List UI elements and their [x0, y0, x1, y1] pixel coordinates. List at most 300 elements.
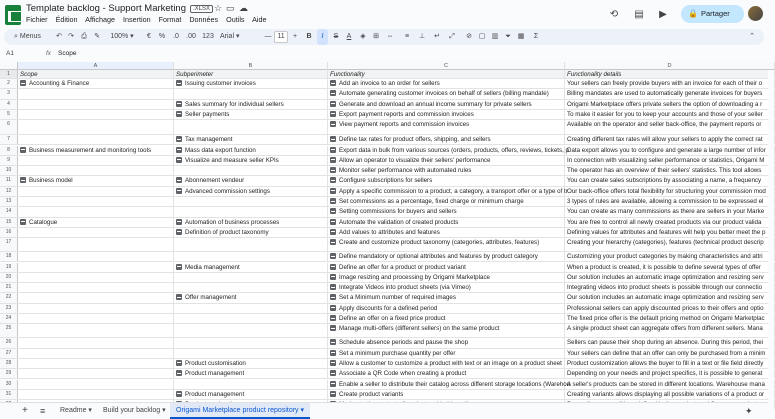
cell-functionality-details[interactable]	[565, 263, 775, 272]
cell-scope[interactable]	[18, 304, 174, 313]
cell-scope[interactable]	[18, 338, 174, 347]
row-number[interactable]: 26	[0, 338, 18, 347]
group-collapse-icon[interactable]	[176, 101, 182, 107]
cell-functionality[interactable]	[328, 187, 568, 196]
cell-subperimeter[interactable]	[174, 359, 328, 368]
cell-functionality[interactable]	[328, 110, 565, 119]
row-number[interactable]: 22	[0, 293, 18, 302]
cell-subperimeter[interactable]	[174, 228, 328, 237]
group-collapse-icon[interactable]	[20, 177, 26, 183]
borders-icon[interactable]: ⊞	[373, 33, 379, 40]
cell-details-text: Integrating videos into product sheets is possible through our connectio	[567, 284, 763, 292]
cell-functionality-details[interactable]	[565, 252, 775, 261]
cell-scope[interactable]	[18, 324, 174, 337]
cell-functionality-details[interactable]	[565, 369, 775, 378]
cell-functionality-text: Integrate Videos into product sheets (via Vimeo)	[339, 284, 471, 292]
cell-functionality-details[interactable]	[565, 156, 775, 165]
cell-functionality[interactable]	[328, 146, 569, 155]
cell-functionality[interactable]	[328, 263, 565, 272]
cell-functionality-details[interactable]	[565, 283, 775, 292]
cell-subperimeter[interactable]	[174, 324, 328, 337]
redo-icon[interactable]: ↷	[68, 33, 74, 40]
cell-scope[interactable]	[18, 369, 174, 378]
row-number[interactable]: 20	[0, 273, 18, 282]
cell-scope[interactable]	[18, 135, 174, 144]
menu-donnees[interactable]: Données	[189, 15, 219, 24]
cell-functionality-text: Create product variants	[339, 390, 404, 398]
cell-functionality[interactable]	[328, 380, 571, 389]
menu-fichier[interactable]: Fichier	[26, 15, 48, 24]
row-number[interactable]: 9	[0, 156, 18, 165]
column-header-b[interactable]: B	[174, 62, 328, 70]
cell-subperimeter[interactable]	[174, 349, 328, 358]
cell-functionality-details[interactable]	[565, 218, 775, 227]
group-collapse-icon[interactable]	[330, 188, 336, 194]
group-collapse-icon[interactable]	[330, 391, 336, 397]
cell-functionality[interactable]	[328, 324, 565, 337]
add-sheet-button[interactable]: +	[22, 405, 28, 416]
cell-functionality[interactable]	[328, 283, 565, 292]
cell-subperimeter[interactable]	[174, 120, 328, 134]
group-collapse-icon[interactable]	[330, 381, 336, 387]
cell-scope[interactable]	[18, 100, 174, 109]
cell-functionality[interactable]	[328, 197, 565, 206]
cell-scope[interactable]	[18, 156, 174, 165]
cell-details-text: In connection with visualizing seller performance or statistics, Origami M	[567, 156, 765, 164]
fill-color-icon[interactable]: ◈	[360, 33, 366, 40]
cell-subperimeter[interactable]	[174, 293, 328, 302]
table-row	[0, 390, 768, 400]
cell-functionality[interactable]	[328, 166, 565, 175]
row-number[interactable]: 24	[0, 314, 18, 323]
cell-functionality-details[interactable]	[565, 349, 775, 358]
row-number[interactable]: 27	[0, 349, 18, 358]
menu-edition[interactable]: Édition	[55, 15, 78, 24]
cell-subperimeter[interactable]	[174, 146, 328, 155]
row-number[interactable]: 31	[0, 390, 18, 399]
cell-functionality[interactable]	[328, 314, 565, 323]
row-number[interactable]: 1	[0, 70, 18, 78]
group-collapse-icon[interactable]	[330, 284, 336, 290]
cell-functionality[interactable]	[328, 70, 565, 78]
cell-functionality-text: Add values to attributes and features	[339, 228, 440, 236]
table-row	[0, 263, 768, 273]
row-number[interactable]: 16	[0, 228, 18, 237]
cell-functionality-details[interactable]	[565, 146, 775, 155]
cell-scope[interactable]	[18, 176, 174, 185]
group-collapse-icon[interactable]	[330, 208, 336, 214]
all-sheets-button[interactable]: ≡	[40, 406, 46, 416]
percent-button[interactable]: %	[158, 33, 166, 40]
cell-subperimeter[interactable]	[174, 390, 328, 399]
cell-scope[interactable]	[18, 89, 174, 98]
menu-affichage[interactable]: Affichage	[85, 15, 116, 24]
cell-scope[interactable]	[18, 252, 174, 261]
cell-scope[interactable]	[18, 283, 174, 292]
group-collapse-icon[interactable]	[330, 274, 336, 280]
menu-outils[interactable]: Outils	[226, 15, 245, 24]
cell-details-text: Professional sellers can apply discounted prices to their offers and optio	[567, 304, 764, 312]
cell-scope[interactable]	[18, 349, 174, 358]
cell-scope[interactable]	[18, 359, 174, 368]
font-select[interactable]: Arial ▾	[220, 33, 240, 40]
cell-functionality-details[interactable]	[565, 89, 775, 98]
cell-scope[interactable]	[18, 390, 174, 399]
group-collapse-icon[interactable]	[330, 370, 336, 376]
row-number[interactable]: 3	[0, 89, 18, 98]
cell-functionality-text: Export payment reports and commission invoices	[339, 110, 474, 118]
group-collapse-icon[interactable]	[330, 90, 336, 96]
cell-scope[interactable]	[18, 79, 174, 88]
paint-format-icon[interactable]: ✎	[94, 33, 100, 40]
row-number[interactable]: 23	[0, 304, 18, 313]
vertical-align-icon[interactable]: ⊥	[418, 33, 426, 40]
cell-subperimeter[interactable]	[174, 369, 328, 378]
cell-functionality-details[interactable]	[565, 197, 775, 206]
tab-readme[interactable]: Readme ▾	[60, 407, 92, 414]
cell-functionality[interactable]	[328, 338, 565, 347]
cell-functionality[interactable]	[328, 120, 565, 134]
document-title[interactable]: Template backlog - Support Marketing	[26, 3, 186, 14]
cell-details-text: Customizing your product categories by making characteristics and attri	[567, 253, 763, 261]
cell-subperimeter-text: Product customisation	[185, 359, 246, 367]
row-number[interactable]: 25	[0, 324, 18, 337]
cell-subperimeter[interactable]	[174, 176, 328, 185]
cell-subperimeter[interactable]	[174, 135, 328, 144]
group-collapse-icon[interactable]	[330, 229, 336, 235]
group-collapse-icon[interactable]	[330, 111, 336, 117]
text-rotation-icon[interactable]: ⤢	[449, 33, 455, 40]
group-collapse-icon[interactable]	[330, 167, 336, 173]
cell-subperimeter[interactable]	[174, 166, 328, 175]
cell-functionality-details[interactable]	[565, 273, 775, 282]
move-folder-icon[interactable]: ▭	[226, 3, 235, 13]
row-number[interactable]: 17	[0, 238, 18, 251]
cell-subperimeter[interactable]	[174, 238, 328, 251]
cell-subperimeter[interactable]	[174, 338, 328, 347]
cell-subperimeter[interactable]	[174, 218, 328, 227]
cell-subperimeter-text: Sales summary for individual sellers	[185, 100, 284, 108]
cell-subperimeter[interactable]	[174, 283, 328, 292]
menus-search[interactable]	[10, 29, 50, 45]
group-collapse-icon[interactable]	[176, 157, 182, 163]
column-header-d[interactable]: D	[565, 62, 775, 70]
filter-icon[interactable]: ⏷	[505, 33, 511, 40]
cell-functionality[interactable]	[328, 293, 565, 302]
cell-subperimeter[interactable]	[174, 273, 328, 282]
cell-subperimeter[interactable]	[174, 207, 328, 216]
cell-details-text: Our solution includes an automatic image optimization and resizing serv	[567, 273, 764, 281]
cell-functionality-text: Set a Minimum number of required images	[339, 294, 456, 302]
font-size-increase-button[interactable]: +	[292, 33, 298, 40]
cell-functionality[interactable]	[328, 369, 565, 378]
strikethrough-icon[interactable]: S	[333, 33, 339, 40]
group-collapse-icon[interactable]	[330, 264, 336, 270]
cell-subperimeter-text: Mass data export function	[185, 146, 256, 154]
cell-functionality[interactable]	[328, 156, 565, 165]
zoom-select[interactable]: 100% ▾	[110, 33, 134, 40]
cell-scope[interactable]	[18, 380, 174, 389]
cell-functionality-details[interactable]	[565, 70, 775, 78]
table-row	[0, 228, 768, 238]
group-collapse-icon[interactable]	[330, 325, 336, 331]
cell-subperimeter[interactable]	[174, 89, 328, 98]
cell-functionality[interactable]	[328, 89, 565, 98]
cell-subperimeter-text: Product management	[185, 390, 245, 398]
row-number[interactable]: 4	[0, 100, 18, 109]
row-number[interactable]: 21	[0, 283, 18, 292]
menu-format[interactable]: Format	[158, 15, 182, 24]
group-collapse-icon[interactable]	[330, 198, 336, 204]
explore-icon[interactable]: ✦	[745, 406, 753, 416]
cell-scope[interactable]	[18, 187, 174, 196]
cell-subperimeter[interactable]	[174, 110, 328, 119]
group-collapse-icon[interactable]	[330, 253, 336, 259]
merge-cells-icon[interactable]: ⇔	[386, 33, 394, 40]
row-number[interactable]: 2	[0, 79, 18, 88]
group-collapse-icon[interactable]	[330, 219, 336, 225]
bold-button[interactable]: B	[306, 33, 312, 40]
group-collapse-icon[interactable]	[176, 177, 182, 183]
table-row	[0, 176, 768, 186]
group-collapse-icon[interactable]	[20, 219, 26, 225]
cell-subperimeter[interactable]	[174, 197, 328, 206]
decrease-decimal-button[interactable]: .0	[173, 33, 179, 40]
formula-input[interactable]: Scope	[58, 50, 77, 57]
sheets-logo-icon[interactable]	[5, 5, 21, 25]
group-collapse-icon[interactable]	[330, 239, 336, 245]
group-collapse-icon[interactable]	[176, 80, 182, 86]
italic-button[interactable]: I	[317, 29, 328, 45]
row-number[interactable]: 18	[0, 252, 18, 261]
cell-subperimeter[interactable]	[174, 79, 328, 88]
cell-scope[interactable]	[18, 146, 174, 155]
tab-origami-product-repository[interactable]: Origami Marketplace product repository ▾	[170, 403, 310, 419]
group-collapse-icon[interactable]	[176, 219, 182, 225]
text-color-icon[interactable]: A	[346, 33, 352, 40]
cell-scope[interactable]	[18, 238, 174, 251]
row-number[interactable]: 7	[0, 135, 18, 144]
cell-subperimeter[interactable]	[174, 380, 328, 389]
cell-scope[interactable]	[18, 293, 174, 302]
cell-scope[interactable]	[18, 120, 174, 134]
spreadsheet-grid[interactable]	[0, 62, 768, 402]
group-collapse-icon[interactable]	[176, 229, 182, 235]
cell-subperimeter-text: Issuing customer invoices	[185, 80, 256, 87]
cell-functionality-details[interactable]	[565, 390, 775, 399]
cell-functionality-details[interactable]	[565, 110, 775, 119]
cell-functionality-details[interactable]	[565, 176, 775, 185]
cell-functionality-details[interactable]	[565, 338, 775, 347]
text-wrap-icon[interactable]: ↵	[434, 33, 440, 40]
table-row	[0, 293, 768, 303]
group-collapse-icon[interactable]	[330, 315, 336, 321]
row-number[interactable]: 5	[0, 110, 18, 119]
cell-scope[interactable]	[18, 207, 174, 216]
cell-functionality-details[interactable]	[565, 166, 775, 175]
cell-subperimeter[interactable]	[174, 314, 328, 323]
cell-functionality-details[interactable]	[565, 207, 775, 216]
group-collapse-icon[interactable]	[330, 157, 336, 163]
cell-functionality[interactable]	[328, 238, 565, 251]
cell-scope-text: Accounting & Finance	[29, 80, 90, 87]
cell-scope[interactable]	[18, 228, 174, 237]
cell-functionality-details[interactable]	[565, 380, 775, 389]
row-number[interactable]: 10	[0, 166, 18, 175]
cell-functionality[interactable]	[328, 349, 565, 358]
cell-functionality-details[interactable]	[565, 187, 775, 196]
collapse-toolbar-icon[interactable]: ⌃	[749, 33, 755, 40]
group-collapse-icon[interactable]	[330, 147, 336, 153]
font-size-input[interactable]: 11	[274, 31, 288, 43]
cell-functionality[interactable]	[328, 100, 565, 109]
group-collapse-icon[interactable]	[330, 121, 336, 127]
row-number[interactable]: 29	[0, 369, 18, 378]
cell-functionality-details[interactable]	[565, 314, 775, 323]
comments-icon[interactable]: ▤	[634, 9, 644, 20]
cell-functionality[interactable]	[328, 228, 565, 237]
row-number[interactable]: 13	[0, 197, 18, 206]
cell-subperimeter-text: Seller payments	[185, 110, 230, 118]
cell-scope[interactable]	[18, 273, 174, 282]
cell-subperimeter[interactable]	[174, 100, 328, 109]
increase-decimal-button[interactable]: .00	[186, 33, 196, 40]
share-label: Partager	[701, 9, 730, 18]
avatar[interactable]	[748, 6, 763, 21]
group-collapse-icon[interactable]	[330, 305, 336, 311]
group-collapse-icon[interactable]	[176, 111, 182, 117]
group-collapse-icon[interactable]	[176, 147, 182, 153]
cell-subperimeter[interactable]	[174, 263, 328, 272]
row-number[interactable]: 8	[0, 146, 18, 155]
column-header-c[interactable]: C	[328, 62, 565, 70]
currency-button[interactable]: €	[147, 33, 151, 40]
cloud-status-icon[interactable]: ☁	[239, 3, 248, 13]
cell-scope[interactable]	[18, 218, 174, 227]
undo-icon[interactable]: ↶	[56, 33, 62, 40]
group-collapse-icon[interactable]	[330, 136, 336, 142]
group-collapse-icon[interactable]	[330, 360, 336, 366]
tab-build-your-backlog[interactable]: Build your backlog ▾	[103, 407, 166, 414]
row-number[interactable]: 12	[0, 187, 18, 196]
cell-scope[interactable]	[18, 70, 174, 78]
filter-views-icon[interactable]: ▦	[517, 33, 525, 40]
table-row	[0, 314, 768, 324]
select-all-corner[interactable]	[0, 62, 18, 70]
cell-functionality[interactable]	[328, 79, 565, 88]
group-collapse-icon[interactable]	[330, 294, 336, 300]
cell-functionality[interactable]	[328, 218, 565, 227]
group-collapse-icon[interactable]	[20, 147, 26, 153]
cell-functionality-details[interactable]	[565, 100, 775, 109]
row-number[interactable]: 30	[0, 380, 18, 389]
cell-subperimeter[interactable]	[174, 252, 328, 261]
cell-scope[interactable]	[18, 263, 174, 272]
row-number[interactable]: 19	[0, 263, 18, 272]
insert-link-icon[interactable]: ⊘	[466, 33, 472, 40]
font-size-decrease-button[interactable]: —	[264, 33, 272, 40]
cell-functionality-details[interactable]	[565, 359, 775, 368]
cell-scope[interactable]	[18, 166, 174, 175]
cell-functionality-text: Automate generating customer invoices on behalf of sellers (billing mandate)	[339, 90, 549, 98]
cell-functionality[interactable]	[328, 390, 565, 399]
menu-bar	[26, 15, 273, 24]
table-row	[0, 238, 768, 252]
cell-functionality[interactable]	[328, 135, 565, 144]
menu-insertion[interactable]: Insertion	[123, 15, 151, 24]
cell-functionality[interactable]	[328, 304, 565, 313]
group-collapse-icon[interactable]	[176, 391, 182, 397]
cell-functionality-text: Set a minimum purchase quantity per offer	[339, 349, 456, 357]
toolbar	[4, 29, 764, 45]
cell-functionality[interactable]	[328, 207, 565, 216]
cell-functionality-details[interactable]	[565, 293, 775, 302]
cell-scope[interactable]	[18, 197, 174, 206]
group-collapse-icon[interactable]	[330, 339, 336, 345]
cell-functionality[interactable]	[328, 252, 565, 261]
cell-functionality-details[interactable]	[565, 238, 775, 251]
cell-subperimeter[interactable]	[174, 156, 328, 165]
cell-functionality[interactable]	[328, 359, 565, 368]
cell-scope[interactable]	[18, 110, 174, 119]
insert-comment-icon[interactable]: ▢	[478, 33, 486, 40]
cell-subperimeter[interactable]	[174, 187, 328, 196]
group-collapse-icon[interactable]	[176, 294, 182, 300]
cell-functionality[interactable]	[328, 273, 565, 282]
insert-chart-icon[interactable]: ▥	[491, 33, 499, 40]
functions-icon[interactable]: Σ	[533, 33, 539, 40]
group-collapse-icon[interactable]	[176, 370, 182, 376]
cell-functionality-details[interactable]	[565, 228, 775, 237]
group-collapse-icon[interactable]	[330, 80, 336, 86]
group-collapse-icon[interactable]	[330, 350, 336, 356]
horizontal-align-icon[interactable]: ≡	[404, 33, 410, 40]
row-number[interactable]: 11	[0, 176, 18, 185]
group-collapse-icon[interactable]	[176, 360, 182, 366]
star-icon[interactable]: ☆	[214, 3, 223, 13]
group-collapse-icon[interactable]	[20, 80, 26, 86]
history-icon[interactable]: ⟲	[609, 9, 619, 20]
cell-subperimeter[interactable]	[174, 304, 328, 313]
number-format-button[interactable]: 123	[202, 33, 214, 40]
cell-scope[interactable]	[18, 314, 174, 323]
cell-functionality-details[interactable]	[565, 304, 775, 313]
row-number[interactable]: 15	[0, 218, 18, 227]
cell-functionality[interactable]	[328, 176, 565, 185]
row-number[interactable]: 28	[0, 359, 18, 368]
cell-functionality-details[interactable]	[565, 120, 775, 134]
group-collapse-icon[interactable]	[176, 264, 182, 270]
cell-functionality-details[interactable]	[565, 79, 775, 88]
group-collapse-icon[interactable]	[176, 136, 182, 142]
group-collapse-icon[interactable]	[330, 101, 336, 107]
cell-functionality-text: Set commissions as a percentage, fixed charge or minimum charge	[339, 198, 524, 205]
cell-subperimeter[interactable]	[174, 70, 328, 78]
meet-icon[interactable]: ▶	[659, 9, 667, 20]
row-number[interactable]: 14	[0, 207, 18, 216]
table-row	[0, 324, 768, 338]
group-collapse-icon[interactable]	[176, 188, 182, 194]
name-box[interactable]: A1	[6, 50, 14, 57]
cell-functionality-details[interactable]	[565, 324, 775, 337]
group-collapse-icon[interactable]	[330, 177, 336, 183]
row-number[interactable]: 6	[0, 120, 18, 134]
print-icon[interactable]: ⎙	[81, 33, 87, 40]
column-header-a[interactable]: A	[18, 62, 174, 70]
share-button[interactable]	[681, 5, 744, 23]
menu-aide[interactable]: Aide	[252, 15, 267, 24]
cell-functionality-details[interactable]	[565, 135, 775, 144]
